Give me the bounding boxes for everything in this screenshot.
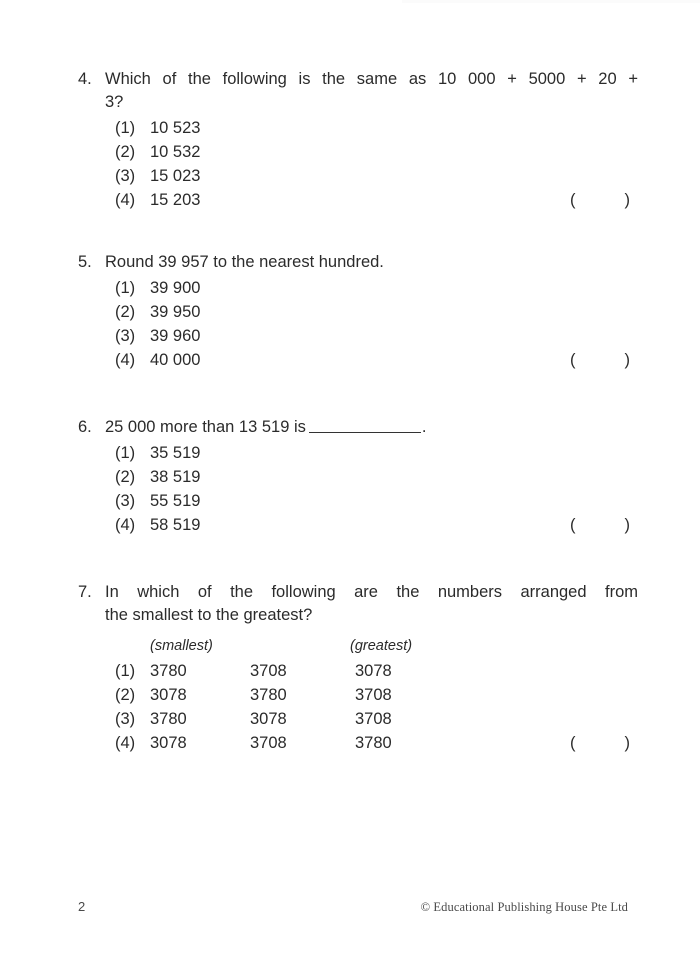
question-4-stem-line2: 3? — [105, 93, 124, 111]
answer-bracket[interactable] — [570, 731, 630, 755]
scan-artifact — [402, 0, 700, 3]
option-value-col2: 3078 — [250, 710, 287, 728]
option-key: (3) — [115, 710, 136, 728]
option-value-col2: 3708 — [250, 662, 287, 680]
question-5-header — [78, 251, 638, 274]
option-value: 39 950 — [150, 303, 201, 321]
option-value: 39 960 — [150, 327, 201, 345]
question-5-number: 5. — [78, 253, 92, 271]
option-key: (3) — [115, 327, 136, 345]
question-6 — [78, 416, 638, 537]
question-6-stem-suffix: . — [421, 418, 427, 436]
option-key: (4) — [115, 516, 136, 534]
option-row[interactable] — [115, 116, 638, 140]
option-row[interactable] — [115, 441, 638, 465]
question-4-stem — [105, 68, 638, 114]
answer-bracket-close: ) — [624, 351, 630, 369]
option-key: (1) — [115, 279, 136, 297]
option-row[interactable] — [115, 731, 638, 755]
page-number: 2 — [78, 899, 86, 914]
answer-bracket-open: ( — [570, 191, 576, 209]
question-4-options — [78, 116, 638, 212]
option-row[interactable] — [115, 324, 638, 348]
answer-bracket-open: ( — [570, 351, 576, 369]
option-value-col3: 3708 — [355, 686, 392, 704]
question-7 — [78, 581, 638, 755]
question-7-stem-line1: In which of the following are the numbers arranged from — [105, 583, 638, 601]
fill-in-blank[interactable] — [309, 419, 421, 433]
option-value: 10 523 — [150, 119, 201, 137]
question-7-column-labels — [78, 635, 638, 657]
option-key: (3) — [115, 167, 136, 185]
column-label-spacer — [115, 635, 150, 657]
option-value: 15 203 — [150, 191, 201, 209]
question-4-number: 4. — [78, 70, 92, 88]
option-key: (4) — [115, 734, 136, 752]
option-value: 55 519 — [150, 492, 201, 510]
question-4-stem-line1: Which of the following is the same as 10 000 + 5000 + 20 + — [105, 70, 638, 88]
option-row[interactable] — [115, 465, 638, 489]
option-key: (2) — [115, 303, 136, 321]
option-value: 39 900 — [150, 279, 201, 297]
option-row[interactable] — [115, 348, 638, 372]
option-value-col1: 3780 — [150, 710, 187, 728]
column-label-greatest: (greatest) — [350, 638, 413, 654]
option-key: (1) — [115, 444, 136, 462]
option-value: 40 000 — [150, 351, 201, 369]
option-value-col1: 3780 — [150, 662, 187, 680]
answer-bracket[interactable] — [570, 188, 630, 212]
option-value-col2: 3708 — [250, 734, 287, 752]
question-7-options — [78, 659, 638, 755]
option-value: 35 519 — [150, 444, 201, 462]
question-6-stem-prefix: 25 000 more than 13 519 is — [105, 418, 306, 436]
answer-bracket-close: ) — [624, 191, 630, 209]
question-6-options — [78, 441, 638, 537]
option-row[interactable] — [115, 276, 638, 300]
option-value: 10 532 — [150, 143, 201, 161]
option-value-col3: 3078 — [355, 662, 392, 680]
option-value-col3: 3708 — [355, 710, 392, 728]
copyright-notice: © Educational Publishing House Pte Ltd — [420, 900, 628, 914]
option-key: (2) — [115, 143, 136, 161]
option-value-col2: 3780 — [250, 686, 287, 704]
question-7-number: 7. — [78, 583, 92, 601]
option-key: (2) — [115, 686, 136, 704]
question-7-stem-line2: the smallest to the greatest? — [105, 606, 313, 624]
option-row[interactable] — [115, 683, 638, 707]
option-value-col1: 3078 — [150, 734, 187, 752]
option-key: (3) — [115, 492, 136, 510]
question-4-header — [78, 68, 638, 114]
question-6-number: 6. — [78, 418, 92, 436]
option-row[interactable] — [115, 164, 638, 188]
question-6-stem — [105, 416, 638, 439]
answer-bracket[interactable] — [570, 348, 630, 372]
answer-bracket-open: ( — [570, 516, 576, 534]
option-row[interactable] — [115, 300, 638, 324]
option-row[interactable] — [115, 140, 638, 164]
question-7-header — [78, 581, 638, 627]
option-row[interactable] — [115, 188, 638, 212]
option-key: (4) — [115, 191, 136, 209]
column-label-smallest: (smallest) — [150, 638, 213, 654]
option-row[interactable] — [115, 489, 638, 513]
option-value: 38 519 — [150, 468, 201, 486]
question-5-stem: Round 39 957 to the nearest hundred. — [105, 253, 384, 271]
question-5 — [78, 251, 638, 372]
question-6-header — [78, 416, 638, 439]
answer-bracket-open: ( — [570, 734, 576, 752]
question-4 — [78, 68, 638, 212]
option-value-col1: 3078 — [150, 686, 187, 704]
answer-bracket-close: ) — [624, 734, 630, 752]
option-key: (1) — [115, 662, 136, 680]
option-row[interactable] — [115, 513, 638, 537]
page-footer — [78, 899, 628, 915]
option-row[interactable] — [115, 707, 638, 731]
question-7-stem — [105, 581, 638, 627]
answer-bracket[interactable] — [570, 513, 630, 537]
answer-bracket-close: ) — [624, 516, 630, 534]
option-key: (4) — [115, 351, 136, 369]
option-value: 15 023 — [150, 167, 201, 185]
question-5-options — [78, 276, 638, 372]
option-value-col3: 3780 — [355, 734, 392, 752]
option-value: 58 519 — [150, 516, 201, 534]
option-row[interactable] — [115, 659, 638, 683]
option-key: (1) — [115, 119, 136, 137]
option-key: (2) — [115, 468, 136, 486]
